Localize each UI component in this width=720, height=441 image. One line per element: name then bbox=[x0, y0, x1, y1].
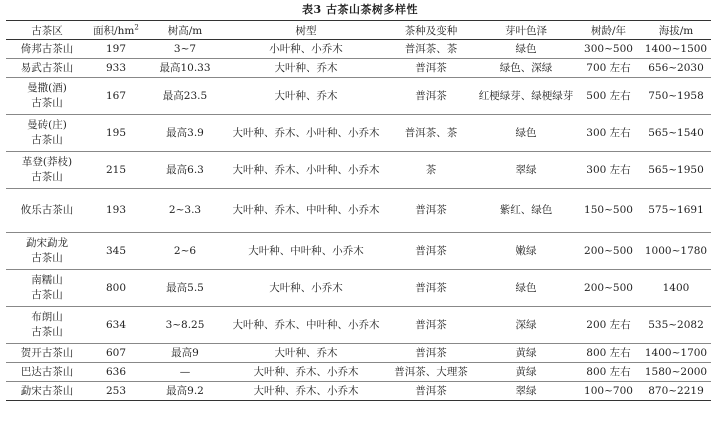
cell-bud-color: 翠绿 bbox=[476, 152, 576, 189]
cell-species: 普洱茶 bbox=[386, 382, 476, 401]
cell-tree-age: 800 左右 bbox=[576, 344, 641, 363]
cell-tree-form: 大叶种、乔木、中叶种、小乔木 bbox=[226, 189, 386, 233]
cell-area-name bbox=[6, 307, 88, 344]
table-row bbox=[6, 363, 711, 382]
cell-bud-color: 红梗绿芽、绿梗绿芽 bbox=[476, 78, 576, 115]
table-row bbox=[6, 189, 711, 233]
area-name-line1: 曼砖(庄) bbox=[27, 119, 67, 131]
cell-tree-form: 大叶种、乔木 bbox=[226, 78, 386, 115]
table-row bbox=[6, 233, 711, 270]
cell-species: 茶 bbox=[386, 152, 476, 189]
cell-altitude: 870~2219 bbox=[641, 382, 711, 401]
area-name-line1: 勐宋勐龙 bbox=[26, 237, 68, 249]
area-name-line2: 古茶山 bbox=[31, 97, 63, 109]
cell-area-size: 933 bbox=[88, 59, 144, 78]
cell-tree-form: 大叶种、乔木、小乔木 bbox=[226, 363, 386, 382]
cell-species: 普洱茶 bbox=[386, 59, 476, 78]
cell-tree-height: 最高6.3 bbox=[144, 152, 226, 189]
cell-altitude: 1400~1700 bbox=[641, 344, 711, 363]
area-name-line2: 古茶山 bbox=[31, 289, 63, 301]
area-name-line1: 巴达古茶山 bbox=[20, 365, 74, 378]
cell-tree-height: 最高9.2 bbox=[144, 382, 226, 401]
cell-area-size: 193 bbox=[88, 189, 144, 233]
cell-species: 普洱茶、茶 bbox=[386, 115, 476, 152]
cell-tree-age: 700 左右 bbox=[576, 59, 641, 78]
table-row bbox=[6, 307, 711, 344]
area-name-line2: 古茶山 bbox=[31, 171, 63, 183]
cell-bud-color: 黄绿 bbox=[476, 363, 576, 382]
area-name-line1: 勐宋古茶山 bbox=[20, 384, 74, 397]
cell-bud-color: 翠绿 bbox=[476, 382, 576, 401]
header-row bbox=[6, 21, 711, 40]
cell-tree-form: 大叶种、中叶种、小乔木 bbox=[226, 233, 386, 270]
cell-bud-color: 绿色 bbox=[476, 40, 576, 59]
area-name-line1: 南糯山 bbox=[31, 274, 63, 286]
area-name-line1: 布朗山 bbox=[31, 311, 63, 323]
table-row bbox=[6, 115, 711, 152]
table-row bbox=[6, 40, 711, 59]
cell-area-name bbox=[6, 233, 88, 270]
col-header-area-size-sup: 2 bbox=[134, 23, 139, 31]
cell-species: 普洱茶 bbox=[386, 307, 476, 344]
cell-altitude: 575~1691 bbox=[641, 189, 711, 233]
cell-tree-height: — bbox=[144, 363, 226, 382]
cell-bud-color: 绿色 bbox=[476, 115, 576, 152]
cell-bud-color: 绿色 bbox=[476, 270, 576, 307]
cell-area-size: 607 bbox=[88, 344, 144, 363]
cell-area-size: 345 bbox=[88, 233, 144, 270]
cell-tree-age: 300 左右 bbox=[576, 152, 641, 189]
area-name-line2: 古茶山 bbox=[31, 134, 63, 146]
cell-tree-form: 大叶种、乔木、小叶种、小乔木 bbox=[226, 115, 386, 152]
cell-area-size: 800 bbox=[88, 270, 144, 307]
cell-tree-age: 100~700 bbox=[576, 382, 641, 401]
area-name-line1: 曼撒(酒) bbox=[27, 82, 67, 94]
table-row bbox=[6, 59, 711, 78]
cell-tree-age: 500 左右 bbox=[576, 78, 641, 115]
table-row bbox=[6, 78, 711, 115]
cell-tree-form: 大叶种、乔木、小乔木 bbox=[226, 382, 386, 401]
cell-altitude: 656~2030 bbox=[641, 59, 711, 78]
table-caption: 表3 古茶山茶树多样性 bbox=[302, 3, 418, 16]
area-name-line1: 易武古茶山 bbox=[20, 61, 74, 74]
cell-tree-height: 最高9 bbox=[144, 344, 226, 363]
cell-area-size: 195 bbox=[88, 115, 144, 152]
area-name-line1: 革登(莽枝) bbox=[21, 156, 73, 168]
cell-species: 普洱茶 bbox=[386, 270, 476, 307]
cell-bud-color: 紫红、绿色 bbox=[476, 189, 576, 233]
cell-area-name bbox=[6, 115, 88, 152]
cell-tree-age: 300 左右 bbox=[576, 115, 641, 152]
col-header-tree-form: 树型 bbox=[226, 21, 386, 40]
cell-species: 普洱茶 bbox=[386, 78, 476, 115]
cell-area-size: 215 bbox=[88, 152, 144, 189]
cell-species: 普洱茶、大理茶 bbox=[386, 363, 476, 382]
cell-tree-height: 最高10.33 bbox=[144, 59, 226, 78]
cell-species: 普洱茶、茶 bbox=[386, 40, 476, 59]
col-header-area-name: 古茶区 bbox=[6, 21, 88, 40]
col-header-area-size bbox=[88, 21, 144, 40]
cell-area-name bbox=[6, 152, 88, 189]
cell-area-name bbox=[6, 270, 88, 307]
cell-altitude: 565~1950 bbox=[641, 152, 711, 189]
cell-area-size: 167 bbox=[88, 78, 144, 115]
cell-altitude: 565~1540 bbox=[641, 115, 711, 152]
cell-tree-form: 小叶种、小乔木 bbox=[226, 40, 386, 59]
table-row bbox=[6, 152, 711, 189]
cell-tree-height: 最高23.5 bbox=[144, 78, 226, 115]
table-row bbox=[6, 344, 711, 363]
cell-tree-height: 3~7 bbox=[144, 40, 226, 59]
col-header-area-size-text: 面积/hm bbox=[93, 24, 135, 37]
cell-tree-height: 2~6 bbox=[144, 233, 226, 270]
col-header-altitude: 海拔/m bbox=[641, 21, 711, 40]
col-header-tree-age: 树龄/年 bbox=[576, 21, 641, 40]
col-header-species: 茶种及变种 bbox=[386, 21, 476, 40]
cell-tree-height: 3~8.25 bbox=[144, 307, 226, 344]
cell-tree-form: 大叶种、乔木 bbox=[226, 59, 386, 78]
cell-altitude: 750~1958 bbox=[641, 78, 711, 115]
area-name-line2: 古茶山 bbox=[31, 252, 63, 264]
cell-bud-color: 嫩绿 bbox=[476, 233, 576, 270]
cell-area-name bbox=[6, 59, 88, 78]
cell-tree-height: 最高5.5 bbox=[144, 270, 226, 307]
cell-tree-height: 2~3.3 bbox=[144, 189, 226, 233]
area-name-line2: 古茶山 bbox=[31, 326, 63, 338]
cell-species: 普洱茶 bbox=[386, 344, 476, 363]
col-header-bud-color: 芽叶色泽 bbox=[476, 21, 576, 40]
cell-tree-age: 200~500 bbox=[576, 270, 641, 307]
cell-tree-form: 大叶种、乔木、中叶种、小乔木 bbox=[226, 307, 386, 344]
cell-altitude: 1000~1780 bbox=[641, 233, 711, 270]
cell-altitude: 1400 bbox=[641, 270, 711, 307]
table-row bbox=[6, 270, 711, 307]
table-row bbox=[6, 382, 711, 401]
cell-area-name bbox=[6, 189, 88, 233]
cell-tree-age: 200 左右 bbox=[576, 307, 641, 344]
cell-bud-color: 绿色、深绿 bbox=[476, 59, 576, 78]
cell-species: 普洱茶 bbox=[386, 233, 476, 270]
area-name-line1: 贺开古茶山 bbox=[20, 346, 74, 359]
cell-tree-age: 300~500 bbox=[576, 40, 641, 59]
cell-area-size: 197 bbox=[88, 40, 144, 59]
cell-altitude: 1580~2000 bbox=[641, 363, 711, 382]
cell-tree-form: 大叶种、小乔木 bbox=[226, 270, 386, 307]
cell-tree-height: 最高3.9 bbox=[144, 115, 226, 152]
area-name-line1: 攸乐古茶山 bbox=[20, 204, 74, 216]
cell-area-name bbox=[6, 344, 88, 363]
cell-altitude: 535~2082 bbox=[641, 307, 711, 344]
cell-bud-color: 黄绿 bbox=[476, 344, 576, 363]
cell-area-size: 634 bbox=[88, 307, 144, 344]
cell-tree-age: 800 左右 bbox=[576, 363, 641, 382]
cell-bud-color: 深绿 bbox=[476, 307, 576, 344]
cell-tree-age: 150~500 bbox=[576, 189, 641, 233]
cell-area-size: 636 bbox=[88, 363, 144, 382]
cell-tree-form: 大叶种、乔木 bbox=[226, 344, 386, 363]
cell-area-size: 253 bbox=[88, 382, 144, 401]
cell-area-name bbox=[6, 78, 88, 115]
cell-area-name bbox=[6, 382, 88, 401]
col-header-tree-height: 树高/m bbox=[144, 21, 226, 40]
cell-tree-form: 大叶种、乔木、小叶种、小乔木 bbox=[226, 152, 386, 189]
area-name-line1: 倚邦古茶山 bbox=[20, 42, 74, 55]
cell-species: 普洱茶 bbox=[386, 189, 476, 233]
cell-tree-age: 200~500 bbox=[576, 233, 641, 270]
cell-area-name bbox=[6, 40, 88, 59]
tea-diversity-table bbox=[6, 20, 711, 401]
cell-altitude: 1400~1500 bbox=[641, 40, 711, 59]
cell-area-name bbox=[6, 363, 88, 382]
